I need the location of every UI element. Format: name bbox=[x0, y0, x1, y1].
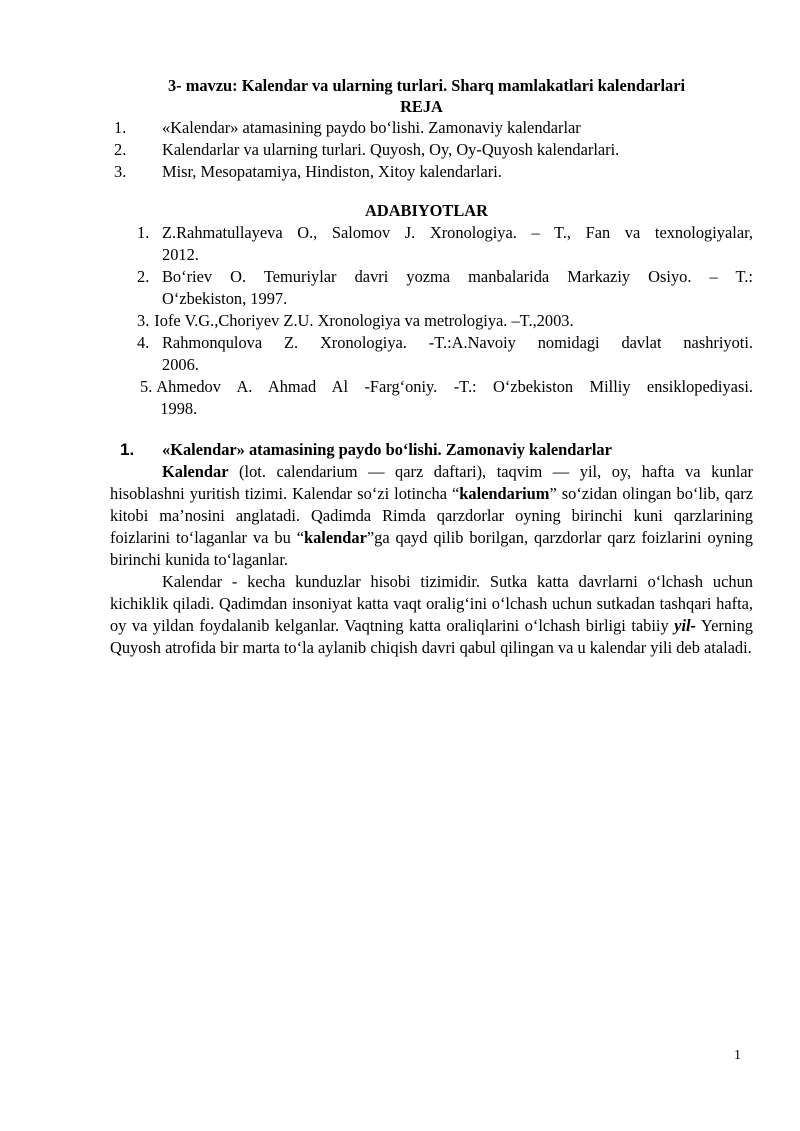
reference-text: Rahmonqulova Z. Xronologiya. -T.:A.Navoiy nomidagi davlat nashriyoti. bbox=[162, 333, 753, 352]
term-bold: kalendarium bbox=[459, 484, 550, 503]
term-bold-italic: yil- bbox=[674, 616, 697, 635]
references-heading: ADABIYOTLAR bbox=[365, 201, 488, 220]
reference-number: 4. bbox=[137, 333, 150, 352]
plan-item-text: «Kalendar» atamasining paydo bo‘lishi. Zamonaviy kalendarlar bbox=[162, 118, 581, 137]
reference-item bbox=[110, 310, 753, 332]
plan-heading: REJA bbox=[400, 97, 443, 116]
reference-item bbox=[110, 376, 753, 420]
document-title: 3- mavzu: Kalendar va ularning turlari. Sharq mamlakatlari kalendarlari bbox=[167, 76, 686, 95]
reference-item bbox=[110, 332, 753, 376]
reference-text: Z.Rahmatullayeva O., Salomov J. Xronologiya. – T., Fan va texnologiyalar, bbox=[162, 223, 753, 242]
plan-item-number: 3. bbox=[114, 162, 127, 181]
plan-item bbox=[110, 117, 753, 139]
reference-item bbox=[110, 266, 753, 310]
plan-list bbox=[110, 117, 753, 183]
reference-text-cont: 2012. bbox=[162, 245, 199, 264]
paragraph-text: Kalendar - kecha kunduzlar hisobi tizimidir. Sutka katta davrlarni o‘lchash uchun kichiklik qiladi. Qadimdan insoniyat katta vaqt oralig‘ini o‘lchash uchun sutkadan tashqari hafta, oy va yildan foydalanib kelganlar. Vaqtning katta oraliqlarini o‘lchash birligi tabiiy bbox=[110, 572, 753, 635]
section-title: «Kalendar» atamasining paydo bo‘lishi. Zamonaviy kalendarlar bbox=[162, 440, 612, 459]
reference-text-cont: O‘zbekiston, 1997. bbox=[162, 289, 288, 308]
section-heading bbox=[110, 439, 753, 461]
reference-text: Iofe V.G.,Choriyev Z.U. Xronologiya va metrologiya. –T.,2003. bbox=[154, 311, 574, 330]
reference-number: 3. bbox=[137, 311, 150, 330]
reference-number: 5. bbox=[140, 377, 153, 396]
plan-item bbox=[110, 139, 753, 161]
references-list bbox=[110, 222, 753, 420]
reference-text-cont: 1998. bbox=[160, 399, 198, 418]
plan-item bbox=[110, 161, 753, 183]
reference-text-cont: 2006. bbox=[162, 355, 199, 374]
page-number: 1 bbox=[734, 1048, 741, 1063]
reference-text: Bo‘riev O. Temuriylar davri yozma manbalarida Markaziy Osiyo. – T.: bbox=[162, 267, 753, 286]
plan-item-number: 1. bbox=[114, 118, 127, 137]
plan-item-number: 2. bbox=[114, 140, 127, 159]
paragraph bbox=[110, 461, 753, 571]
plan-item-text: Kalendarlar va ularning turlari. Quyosh, Oy, Oy-Quyosh kalendarlari. bbox=[162, 140, 620, 159]
paragraph bbox=[110, 571, 753, 659]
plan-item-text: Misr, Mesopatamiya, Hindiston, Xitoy kalendarlari. bbox=[162, 162, 502, 181]
section-number: 1. bbox=[120, 440, 135, 459]
document-page bbox=[110, 75, 753, 659]
reference-item bbox=[110, 222, 753, 266]
term-bold: Kalendar bbox=[162, 462, 229, 481]
reference-number: 1. bbox=[137, 223, 150, 242]
paragraph-text: Yerning Quyosh atrofida bir marta to‘la aylanib chiqish davri qabul qilingan va u kalendar yili deb ataladi. bbox=[110, 616, 753, 657]
paragraph-text: ”ga qayd qilib borilgan, qarzdorlar qarz foizlarini oyning birinchi kunida to‘laganlar. bbox=[110, 528, 753, 569]
term-bold: kalendar bbox=[304, 528, 367, 547]
paragraph-text: ” so‘zidan olingan bo‘lib, qarz kitobi ma’nosini anglatadi. Qadimda Rimda qarzdorlar oyning birinchi kuni qarzlarining foizlarini to‘laganlar va bu “ bbox=[110, 484, 753, 547]
reference-text: Ahmedov A. Ahmad Al -Farg‘oniy. -T.: O‘zbekiston Milliy ensiklopediyasi. bbox=[156, 377, 753, 396]
reference-number: 2. bbox=[137, 267, 150, 286]
paragraph-text: (lot. calendarium — qarz daftari), taqvim — yil, oy, hafta va kunlar hisoblashni yuritish tizimi. Kalendar so‘zi lotincha “ bbox=[110, 462, 753, 503]
